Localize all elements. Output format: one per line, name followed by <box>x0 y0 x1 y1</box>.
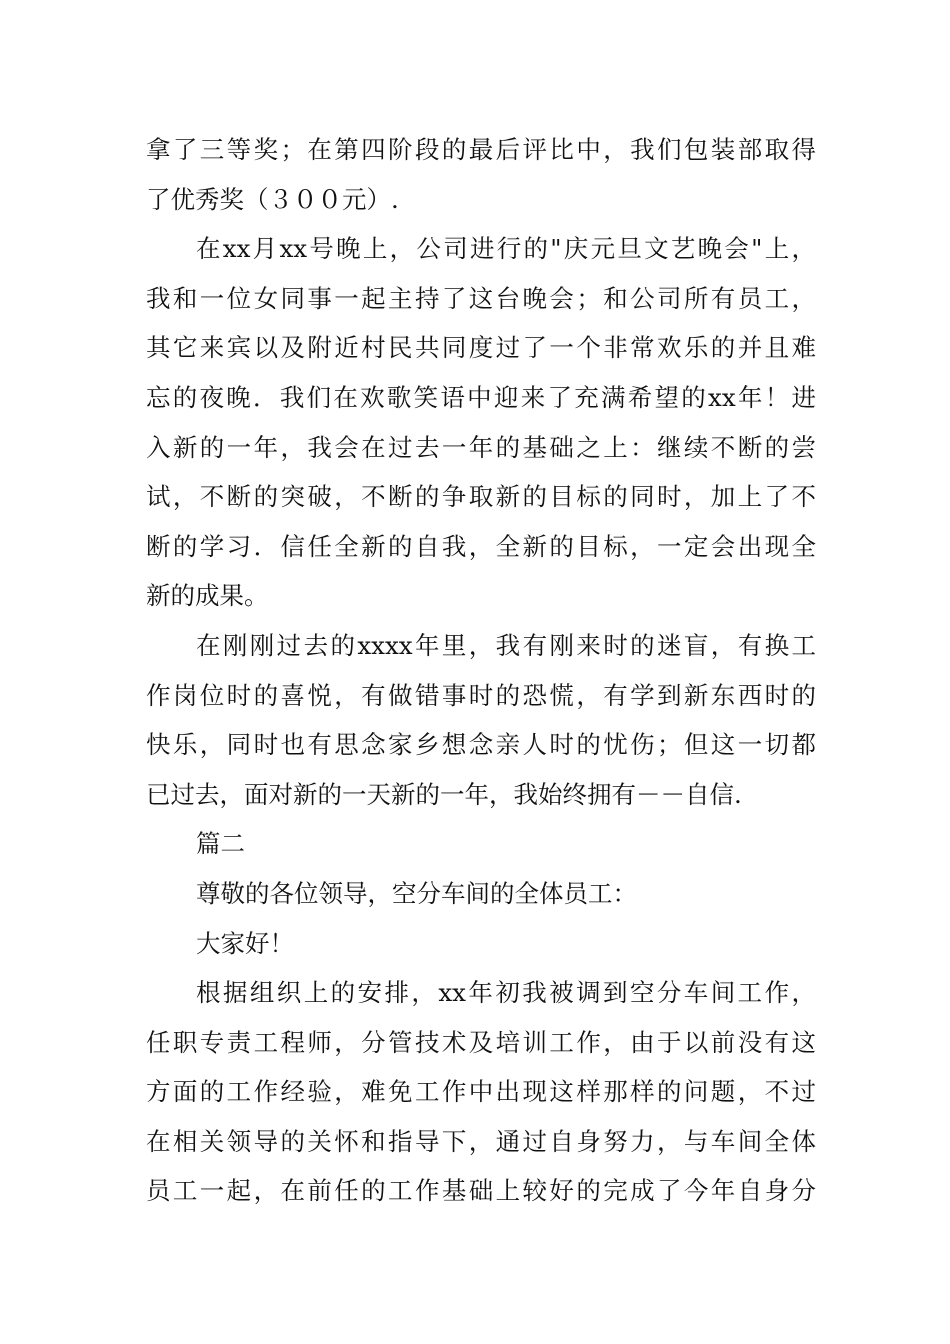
text-line: 断的学习．信任全新的自我，全新的目标，一定会出现全 <box>146 531 816 561</box>
text-line: 在相关领导的关怀和指导下，通过自身努力，与车间全体 <box>146 1126 816 1156</box>
text-line: 方面的工作经验，难免工作中出现这样那样的问题，不过 <box>146 1077 816 1107</box>
text-line: 入新的一年，我会在过去一年的基础之上：继续不断的尝 <box>146 432 816 462</box>
greeting: 大家好！ <box>196 928 294 958</box>
text-line: 根据组织上的安排，xx年初我被调到空分车间工作， <box>196 978 816 1008</box>
text-line: 员工一起，在前任的工作基础上较好的完成了今年自身分 <box>146 1176 816 1206</box>
text-line: 忘的夜晚．我们在欢歌笑语中迎来了充满希望的xx年！进 <box>146 382 816 412</box>
text-line: 其它来宾以及附近村民共同度过了一个非常欢乐的并且难 <box>146 333 816 363</box>
text-line: 了优秀奖（３００元）. <box>146 184 399 214</box>
text-line: 我和一位女同事一起主持了这台晚会；和公司所有员工， <box>146 283 816 313</box>
text-line: 在xx月xx号晚上，公司进行的"庆元旦文艺晚会"上， <box>196 234 816 264</box>
section-heading: 篇二 <box>196 829 245 859</box>
text-line: 已过去，面对新的一天新的一年，我始终拥有－－自信. <box>146 779 742 809</box>
text-line: 拿了三等奖；在第四阶段的最后评比中，我们包装部取得 <box>146 135 816 164</box>
text-line: 作岗位时的喜悦，有做错事时的恐慌，有学到新东西时的 <box>146 680 816 710</box>
document-body <box>146 125 816 1216</box>
text-line: 试，不断的突破，不断的争取新的目标的同时，加上了不 <box>146 482 816 512</box>
text-line: 新的成果。 <box>146 581 269 611</box>
salutation: 尊敬的各位领导，空分车间的全体员工： <box>196 878 637 908</box>
text-line: 任职专责工程师，分管技术及培训工作，由于以前没有这 <box>146 1027 816 1057</box>
text-line: 快乐，同时也有思念家乡想念亲人时的忧伤；但这一切都 <box>146 730 816 760</box>
text-line: 在刚刚过去的xxxx年里，我有刚来时的迷盲，有换工 <box>196 630 816 660</box>
